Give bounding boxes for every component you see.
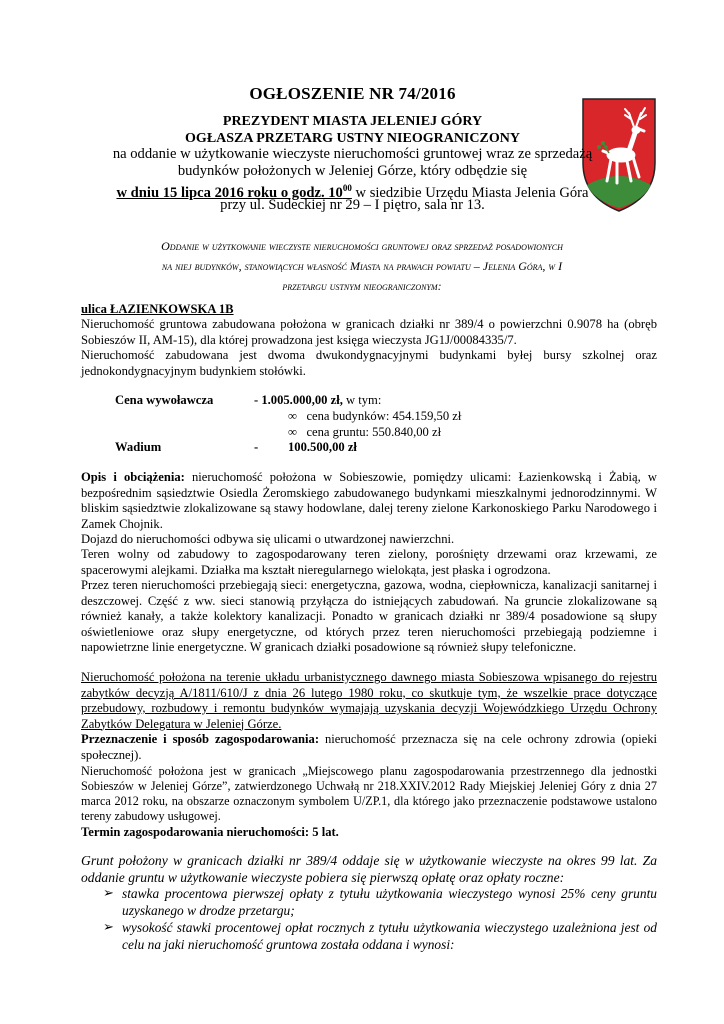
auction-date-text: w dniu 15 lipca 2016 roku o godz. 10: [116, 184, 343, 201]
announcement-title: OGŁOSZENIE NR 74/2016: [249, 84, 456, 103]
bullet-icon: ∞: [288, 425, 297, 439]
deposit-label: Wadium: [115, 440, 162, 454]
access-paragraph: Dojazd do nieruchomości odbywa się ulicami o utwardzonej nawierzchni.: [81, 532, 455, 546]
header-line-2: OGŁASZA PRZETARG USTNY NIEOGRANICZONY: [185, 131, 520, 146]
arrow-bullet-icon: ➢: [103, 885, 114, 900]
header-line-4: budynków położonych w Jeleniej Górze, który odbędzie się: [177, 163, 528, 179]
arrow-bullet-icon: ➢: [103, 919, 114, 934]
purpose-paragraph: [81, 732, 657, 763]
purpose-text: nieruchomość przeznacza się na cele ochrony zdrowia (opieki społecznej).: [81, 732, 657, 762]
opis-text: nieruchomość położona w Sobieszowie, pomiędzy ulicami: Łazienkowską i Żabią, w bezpośrednim sąsiedztwie Osiedla Żeromskiego zabudowanego budynkami mieszkalnymi jednorodzinnymi. W bliskim sąsiedztwie zlokalizowane są stawy hodowlane, dalej tereny zielone Karkonoskiego Parku Narodowego i Zamek Chojnik.: [81, 470, 658, 531]
subtitle-line-3: przetargu ustnym nieograniczonym:: [282, 279, 442, 293]
deposit-dash: -: [254, 440, 259, 454]
price-buildings-text: cena budynków: 454.159,50 zł: [306, 409, 462, 423]
description-paragraph: [81, 470, 657, 532]
price-item-land: [288, 425, 441, 440]
price-label: Cena wywoławcza: [115, 393, 214, 407]
annual-fee-bullet: wysokość stawki procentowej opłat rocznych z tytułu użytkowania wieczystego uzależniona jest od celu na jaki nieruchomość gruntowa została oddana i wynosi:: [122, 920, 657, 952]
land-lease-paragraph: Grunt położony w granicach działki nr 389/4 oddaje się w użytkowanie wieczyste na okres 99 lat. Za oddanie gruntu w użytkowanie wieczyste pobiera się pierwszą opłatę oraz opłaty roczne:: [81, 853, 657, 885]
price-land-text: cena gruntu: 550.840,00 zł: [306, 425, 442, 439]
price-value-line: [254, 393, 381, 408]
price-in-it: w tym:: [342, 393, 382, 407]
subtitle: [60, 236, 664, 296]
opis-label: Opis i obciążenia:: [81, 470, 185, 484]
price-item-buildings: [288, 409, 461, 424]
utilities-paragraph: Przez teren nieruchomości przebiegają sieci: energetyczna, gazowa, wodna, ciepłownicza, kanalizacji sanitarnej i deszczowej. Część z ww. sieci stanowią przyłącza do istniejących zabudowań. Na gruncie zlokalizowane są również kanały, a także kolektory kanalizacji. Ponadto w granicach działki nr 389/4 posadowione są słupy oświetleniowe oraz słupy energetyczne, od których przez teren nieruchomości przebiegają podziemne i napowietrzne linie energetyczne. W granicach działki posadowione są również słupy telefoniczne.: [81, 578, 657, 654]
zoning-plan-paragraph: Nieruchomość położona jest w granicach „Miejscowego planu zagospodarowania przestrzennego dla jednostki Sobieszów w Jeleniej Górze”, zatwierdzonego Uchwałą nr 218.XXIV.2012 Rady Miejskiej Jeleniej Góry z dnia 27 marca 2012 roku, na obszarze oznaczonym symbolem U/ZP.1, dla którego jako przeznaczenie podstawowe ustalono tereny zabudowy usługowej.: [81, 764, 657, 823]
property-description-2: Nieruchomość zabudowana jest dwoma dwukondygnacyjnymi budynkami byłej bursy szkolnej oraz jednokondygnacyjnym budynkiem stołówki.: [81, 348, 657, 378]
auction-venue: w siedzibie Urzędu Miasta Jelenia Góra: [351, 184, 589, 201]
header-line-1: PREZYDENT MIASTA JELENIEJ GÓRY: [222, 114, 483, 129]
header-line-6: przy ul. Sudeckiej nr 29 – I piętro, sala nr 13.: [220, 197, 485, 213]
purpose-label: Przeznaczenie i sposób zagospodarowania:: [81, 732, 320, 746]
deposit-value: 100.500,00 zł: [288, 440, 357, 454]
price-value: - 1.005.000,00 zł,: [254, 393, 343, 407]
subtitle-line-2: na niej budynków, stanowiących własność Miasta na prawach powiatu – Jelenia Góra, w I: [161, 259, 563, 273]
auction-time-superscript: 00: [342, 183, 352, 193]
heritage-paragraph: Nieruchomość położona na terenie układu urbanistycznego dawnego miasta Sobieszowa wpisanego do rejestru zabytków decyzją A/1811/610/J z dnia 26 lutego 1980 roku, co skutkuje tym, że wszelkie prace dotyczące przebudowy, rozbudowy i remontu budynków wymajają uzyskania decyzji Wojewódzkiego Urzędu Ochrony Zabytków Delegatura w Jeleniej Górze.: [81, 670, 657, 731]
development-term: Termin zagospodarowania nieruchomości: 5 lat.: [81, 825, 339, 839]
property-description-1: Nieruchomość gruntowa zabudowana położona w granicach działki nr 389/4 o powierzchni 0.9078 ha (obręb Sobieszów II, AM-15), dla której prowadzona jest księga wieczysta JG1J/00084335/7.: [81, 317, 657, 347]
subtitle-line-1: Oddanie w użytkowanie wieczyste nieruchomości gruntowej oraz sprzedaż posadowionych: [161, 239, 563, 253]
bullet-icon: ∞: [288, 409, 297, 423]
terrain-paragraph: Teren wolny od zabudowy to zagospodarowany teren zielony, porośnięty drzewami oraz krzewami, ze spacerowymi alejkami. Działka ma kształt nieregularnego wielokąta, jest płaska i ogrodzona.: [81, 547, 657, 577]
property-street: ulica ŁAZIENKOWSKA 1B: [81, 302, 234, 316]
header-line-3: na oddanie w użytkowanie wieczyste nieruchomości gruntowej wraz ze sprzedażą: [112, 146, 593, 162]
first-fee-bullet: stawka procentowa pierwszej opłaty z tytułu użytkowania wieczystego wynosi 25% ceny gruntu uzyskanego w drodze przetargu;: [122, 886, 657, 918]
